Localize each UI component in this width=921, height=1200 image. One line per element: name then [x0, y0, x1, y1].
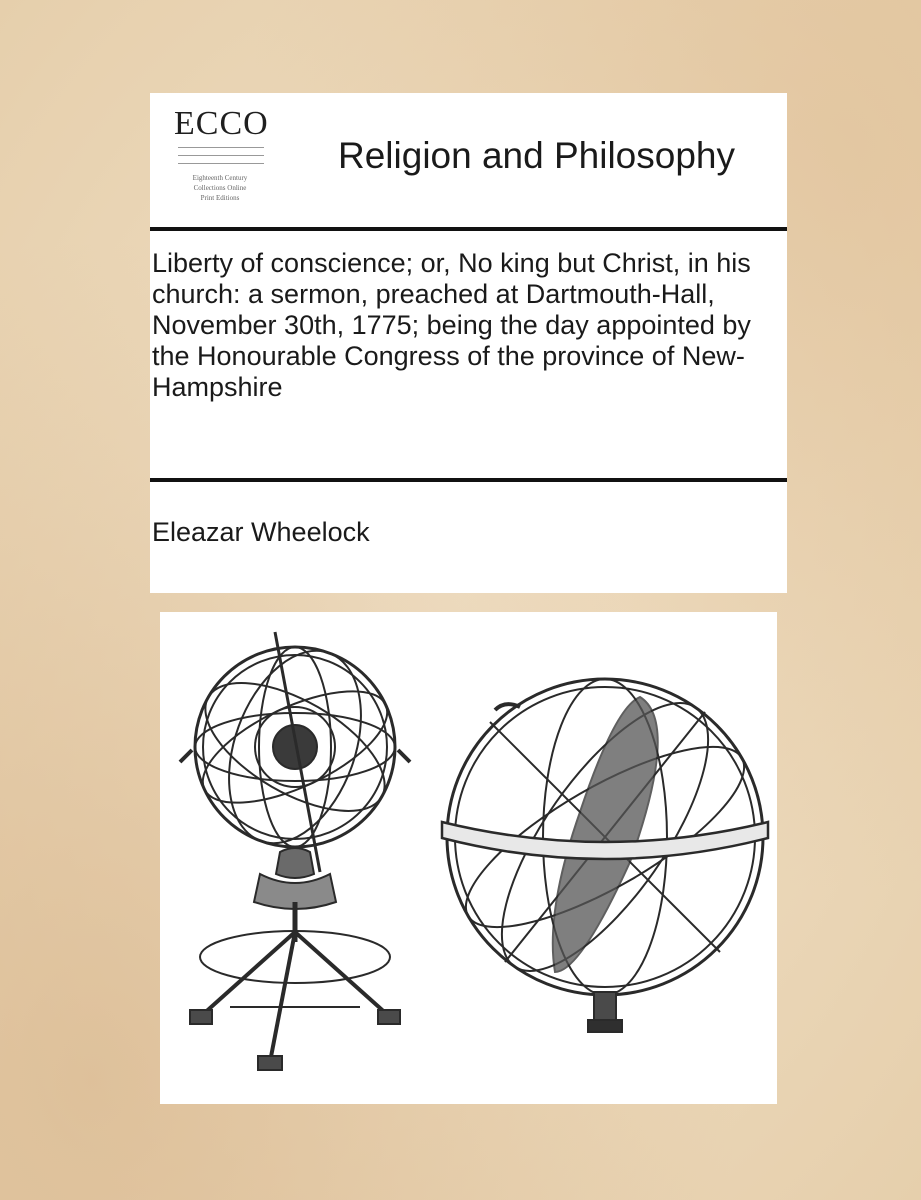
logo-rule — [178, 147, 264, 148]
divider — [150, 478, 787, 482]
logo-caption: Eighteenth Century — [192, 174, 248, 182]
title-panel — [150, 93, 787, 593]
logo-rule — [178, 155, 264, 156]
armillary-spheres-illustration — [160, 612, 777, 1104]
series-title: Religion and Philosophy — [338, 135, 735, 176]
book-title: Liberty of conscience; or, No king but Christ, in his church: a sermon, preached at Dartmouth-Hall, November 30th, 1775; being the day appointed by the Honourable Congress of the province of New-Hampshire — [152, 248, 751, 402]
left-armillary-sphere — [180, 632, 410, 1070]
logo-caption: Collections Online — [193, 184, 247, 192]
illustration-panel — [160, 612, 777, 1104]
logo-caption: Print Editions — [200, 194, 240, 202]
right-armillary-sphere — [442, 673, 768, 1032]
logo-wordmark: ECCO — [174, 105, 269, 142]
divider — [150, 227, 787, 231]
logo-rule — [178, 163, 264, 164]
ecco-logo — [160, 99, 280, 219]
author-name: Eleazar Wheelock — [152, 517, 370, 547]
